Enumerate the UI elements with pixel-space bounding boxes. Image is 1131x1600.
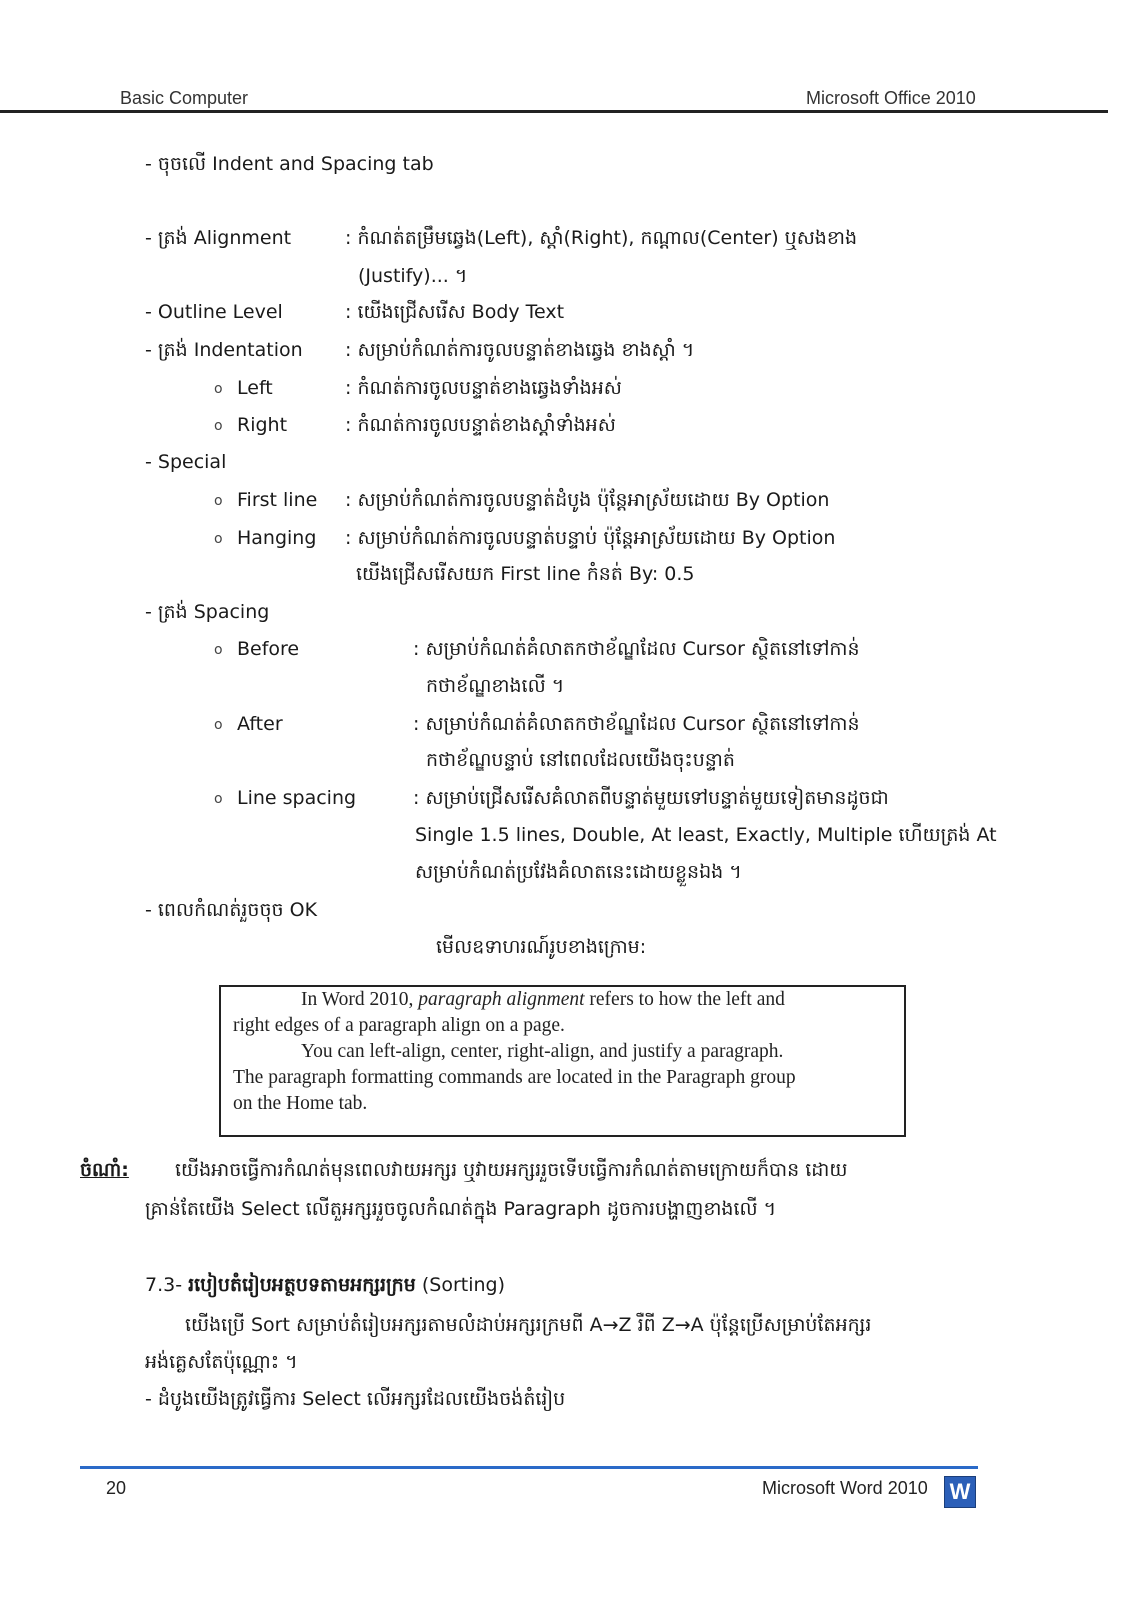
- section-number: 7.3-: [145, 1274, 183, 1296]
- example-line-1-em: paragraph alignment: [418, 989, 585, 1010]
- section-heading: [145, 1273, 505, 1297]
- item-alignment-label: - ត្រង់ Alignment: [145, 227, 292, 249]
- section-title: របៀបតំរៀបអត្ថបទតាមអក្សរក្រម: [188, 1274, 416, 1296]
- bullet-icon: o: [214, 493, 223, 509]
- section-para-3: - ដំបូងយើងត្រូវធ្វើការ Select លើអក្សរដែលយើងចង់តំរៀប: [145, 1388, 566, 1410]
- item-left-desc: : កំណត់ការចូលបន្ទាត់ខាងឆ្វេងទាំងអស់: [345, 377, 622, 399]
- intro-line: - ចុចលើ Indent and Spacing tab: [145, 153, 434, 175]
- item-special-label: - Special: [145, 451, 227, 473]
- example-line-2: right edges of a paragraph align on a page.: [233, 1015, 565, 1036]
- item-ok-label: - ពេលកំណត់រួចចុច OK: [145, 899, 318, 921]
- item-outline-label: - Outline Level: [145, 301, 283, 323]
- item-outline-desc: : យើងជ្រើសរើស Body Text: [345, 301, 565, 323]
- bullet-icon: o: [214, 418, 223, 434]
- item-after-desc2: កថាខ័ណ្ឌបន្ទាប់ នៅពេលដែលយើងចុះបន្ទាត់: [426, 749, 735, 771]
- item-right-desc: : កំណត់ការចូលបន្ទាត់ខាងស្តាំទាំងអស់: [345, 414, 616, 436]
- header-right: Microsoft Office 2010: [806, 88, 976, 108]
- item-after-desc: : សម្រាប់កំណត់គំលាតកថាខ័ណ្ឌដែល Cursor ស្ថិតនៅទៅកាន់: [413, 713, 860, 735]
- item-after-label: After: [237, 713, 283, 735]
- item-hanging-desc2: យើងជ្រើសរើសយក First line កំនត់ By: 0.5: [356, 563, 695, 585]
- bullet-icon: o: [214, 381, 223, 397]
- word-logo-icon: W: [944, 1476, 976, 1508]
- example-caption: មើលឧទាហរណ៍រូបខាងក្រោម:: [436, 936, 647, 958]
- item-firstline-label: First line: [237, 489, 318, 511]
- bullet-icon: o: [214, 531, 223, 547]
- item-before-desc: : សម្រាប់កំណត់គំលាតកថាខ័ណ្ឌដែល Cursor ស្ថិតនៅទៅកាន់: [413, 638, 860, 660]
- page-number: 20: [106, 1478, 127, 1498]
- item-before-label: Before: [237, 638, 300, 660]
- section-para-1: យើងប្រើ Sort សម្រាប់តំរៀបអក្សរតាមលំដាប់អក្សរក្រមពី A→Z រឺពី Z→A ប៉ុន្តែប្រើសម្រាប់តែអក្សរ: [185, 1314, 872, 1336]
- item-left-label: Left: [237, 377, 273, 399]
- item-linespacing-desc: : សម្រាប់ជ្រើសរើសគំលាតពីបន្ទាត់មួយទៅបន្ទាត់មួយទៀតមានដូចជា: [413, 787, 889, 809]
- example-line-4: The paragraph formatting commands are located in the Paragraph group: [233, 1067, 796, 1088]
- item-linespacing-desc2: Single 1.5 lines, Double, At least, Exactly, Multiple ហើយត្រង់ At: [415, 824, 997, 846]
- bullet-icon: o: [214, 642, 223, 658]
- section-title-suffix: (Sorting): [421, 1274, 505, 1296]
- item-indentation-desc: : សម្រាប់កំណត់ការចូលបន្ទាត់ខាងឆ្វេង ខាងស្តាំ ។: [345, 339, 695, 361]
- note-line-1: យើងអាចធ្វើការកំណត់មុនពេលវាយអក្សរ ឬវាយអក្សររួចទើបធ្វើការកំណត់តាមក្រោយក៏បាន ដោយ: [175, 1159, 848, 1181]
- item-alignment-desc: : កំណត់តម្រឹមឆ្វេង(Left), ស្តាំ(Right), កណ្តាល(Center) ឬសងខាង: [345, 227, 858, 249]
- example-line-1-pre: In Word 2010,: [301, 989, 419, 1010]
- example-box: [219, 985, 906, 1137]
- item-hanging-label: Hanging: [237, 527, 317, 549]
- item-firstline-desc: : សម្រាប់កំណត់ការចូលបន្ទាត់ដំបូង ប៉ុន្តែអាស្រ័យដោយ By Option: [345, 489, 830, 511]
- example-line-1-post: refers to how the left and: [584, 989, 785, 1010]
- example-line-1: [301, 987, 785, 1013]
- example-line-5: on the Home tab.: [233, 1093, 368, 1114]
- item-linespacing-label: Line spacing: [237, 787, 357, 809]
- item-indentation-label: - ត្រង់ Indentation: [145, 339, 303, 361]
- item-spacing-label: - ត្រង់ Spacing: [145, 601, 270, 623]
- item-before-desc2: កថាខ័ណ្ឌខាងលើ ។: [426, 675, 565, 697]
- example-line-3: You can left-align, center, right-align, and justify a paragraph.: [301, 1041, 784, 1062]
- footer-title: Microsoft Word 2010: [762, 1478, 928, 1498]
- note-line-2: គ្រាន់តែយើង Select លើតួអក្សររួចចូលកំណត់ក្នុង Paragraph ដូចការបង្ហាញខាងលើ ។: [145, 1198, 777, 1220]
- bullet-icon: o: [214, 717, 223, 733]
- footer-rule: [80, 1466, 978, 1469]
- item-linespacing-desc3: សម្រាប់កំណត់ប្រវែងគំលាតនេះដោយខ្លួនឯង ។: [415, 861, 742, 883]
- note-label: ចំណាំ:: [80, 1159, 129, 1181]
- item-alignment-desc2: (Justify)... ។: [358, 265, 468, 287]
- item-hanging-desc: : សម្រាប់កំណត់ការចូលបន្ទាត់បន្ទាប់ ប៉ុន្តែអាស្រ័យដោយ By Option: [345, 527, 836, 549]
- section-para-2: អង់គ្លេសតែប៉ុណ្ណោះ ។: [145, 1351, 298, 1373]
- item-right-label: Right: [237, 414, 288, 436]
- bullet-icon: o: [214, 791, 223, 807]
- header-rule: [0, 110, 1108, 113]
- header-left: Basic Computer: [120, 88, 249, 108]
